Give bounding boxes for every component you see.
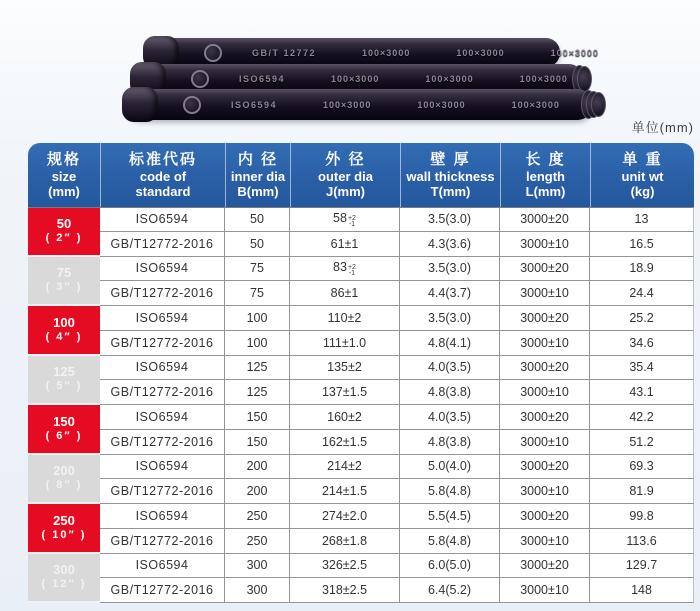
cell-inner-dia: 100	[225, 306, 290, 331]
cell-inner-dia: 100	[225, 331, 290, 356]
header-zh-label: 规格	[46, 151, 81, 168]
cell-code: ISO6594	[100, 356, 225, 381]
header-en-label: wall thickness	[406, 169, 495, 184]
table-row	[28, 306, 694, 331]
cell-size-group	[28, 405, 100, 455]
header-en-label: unit wt	[621, 169, 664, 184]
pipe-size-marking: 100×3000	[456, 47, 505, 58]
cell-length: 3000±20	[500, 356, 590, 381]
cell-size-group	[28, 356, 100, 406]
cell-inner-dia: 300	[225, 554, 290, 579]
cell-outer-dia: 326±2.5	[290, 554, 400, 579]
pipe-marking: GB/T 12772	[252, 47, 317, 58]
cell-wall-thickness: 4.8(3.8)	[400, 430, 500, 455]
table-row	[28, 356, 694, 381]
col-header-code-of-standard	[100, 143, 225, 207]
cell-wall-thickness: 4.8(3.8)	[400, 380, 500, 405]
cell-wall-thickness: 3.5(3.0)	[400, 306, 500, 331]
header-unit-label: T(mm)	[430, 184, 471, 199]
cell-size-group	[28, 504, 100, 554]
header-unit-label: B(mm)	[237, 184, 279, 199]
cell-outer-dia: 137±1.5	[290, 380, 400, 405]
size-inch-label: ( 12″ )	[41, 578, 87, 591]
pipe-1	[148, 38, 599, 67]
cell-wall-thickness: 5.0(4.0)	[400, 455, 500, 480]
header-zh-label: 单 重	[622, 151, 663, 168]
col-header-length	[500, 143, 590, 207]
cell-unit-weight: 99.8	[590, 504, 694, 529]
table-row	[28, 207, 694, 232]
pipe-3	[127, 89, 592, 120]
cell-outer-dia	[290, 207, 400, 232]
tolerance-lower: -1	[348, 220, 356, 228]
cell-length: 3000±10	[500, 430, 590, 455]
size-mm-label: 50	[56, 216, 72, 232]
pipe-end-ring	[591, 92, 606, 117]
header-zh-label: 标准代码	[128, 151, 197, 168]
cell-outer-dia: 274±2.0	[290, 504, 400, 529]
cell-length: 3000±20	[500, 257, 590, 282]
cell-unit-weight: 113.6	[590, 529, 694, 554]
header-unit-label: L(mm)	[525, 184, 566, 199]
cell-wall-thickness: 5.8(4.8)	[400, 529, 500, 554]
header-unit-label: (kg)	[630, 184, 655, 199]
header-unit-label: J(mm)	[325, 184, 365, 199]
cell-wall-thickness: 4.0(3.5)	[400, 405, 500, 430]
cell-inner-dia: 200	[225, 455, 290, 480]
header-en-label: outer dia	[318, 169, 373, 184]
pipe-size-marking: 100×3000	[323, 99, 372, 110]
cell-unit-weight: 13	[590, 207, 694, 232]
pipe-size-marking: 100×3000	[519, 74, 568, 84]
cell-length: 3000±20	[500, 207, 590, 232]
table-header	[28, 143, 694, 207]
cell-unit-weight: 129.7	[590, 554, 694, 579]
cell-size-group	[28, 554, 100, 604]
cell-outer-dia: 61±1	[290, 232, 400, 257]
table-row	[28, 281, 694, 306]
cell-size-group	[28, 257, 100, 307]
cell-outer-dia: 160±2	[290, 405, 400, 430]
cell-length: 3000±10	[500, 380, 590, 405]
cell-length: 3000±10	[500, 232, 590, 257]
pipe-size-marking: 100×3000	[417, 99, 466, 110]
cell-inner-dia: 125	[225, 380, 290, 405]
cell-length: 3000±20	[500, 306, 590, 331]
cell-code: ISO6594	[100, 306, 225, 331]
cell-wall-thickness: 3.5(3.0)	[400, 257, 500, 282]
cell-wall-thickness: 4.8(4.1)	[400, 331, 500, 356]
cell-code: ISO6594	[100, 257, 225, 282]
header-zh-label: 外 径	[325, 151, 366, 168]
unit-label: 单位(mm)	[631, 120, 694, 135]
cell-outer-dia: 268±1.8	[290, 529, 400, 554]
cell-size-group	[28, 207, 100, 257]
col-header-size	[28, 143, 100, 207]
col-header-wall-thickness	[400, 143, 500, 207]
cell-unit-weight: 148	[590, 578, 694, 603]
cell-wall-thickness: 5.8(4.8)	[400, 479, 500, 504]
cell-unit-weight: 18.9	[590, 257, 694, 282]
cell-size-group	[28, 306, 100, 356]
cell-wall-thickness: 4.0(3.5)	[400, 356, 500, 381]
header-zh-label: 壁 厚	[430, 151, 471, 168]
table-row	[28, 455, 694, 480]
cell-length: 3000±10	[500, 281, 590, 306]
size-mm-label: 125	[53, 364, 75, 380]
header-en-label: code of	[139, 169, 187, 184]
cell-outer-dia: 318±2.5	[290, 578, 400, 603]
pipe-size-marking: 100×3000	[425, 74, 474, 84]
cell-unit-weight: 25.2	[590, 306, 694, 331]
size-mm-label: 75	[56, 265, 72, 281]
cell-length: 3000±20	[500, 455, 590, 480]
header-en-label: inner dia	[230, 169, 286, 184]
tolerance-lower: -1	[348, 269, 356, 277]
cell-code: ISO6594	[100, 455, 225, 480]
size-mm-label: 300	[53, 562, 75, 578]
cell-inner-dia: 250	[225, 529, 290, 554]
cell-wall-thickness: 5.5(4.5)	[400, 504, 500, 529]
cell-outer-dia	[290, 257, 400, 282]
cell-code: ISO6594	[100, 207, 225, 232]
cell-length: 3000±10	[500, 479, 590, 504]
table-row	[28, 232, 694, 257]
cell-wall-thickness: 4.4(3.7)	[400, 281, 500, 306]
table-row	[28, 529, 694, 554]
cell-length: 3000±20	[500, 554, 590, 579]
outer-dia-value: 58	[333, 210, 347, 225]
pipe-size-marking: 100×3000	[511, 99, 560, 110]
cell-inner-dia: 50	[225, 232, 290, 257]
cell-code: GB/T12772-2016	[100, 281, 225, 306]
size-mm-label: 250	[53, 512, 75, 528]
cell-code: GB/T12772-2016	[100, 529, 225, 554]
cell-length: 3000±20	[500, 504, 590, 529]
size-inch-label: ( 8″ )	[45, 479, 83, 492]
cell-inner-dia: 150	[225, 430, 290, 455]
cell-length: 3000±20	[500, 405, 590, 430]
table-row	[28, 430, 694, 455]
brand-emblem-icon	[191, 70, 209, 88]
size-inch-label: ( 4″ )	[45, 330, 83, 343]
cell-code: GB/T12772-2016	[100, 479, 225, 504]
pipe-size-marking: 100×3000	[362, 47, 411, 58]
cell-unit-weight: 35.4	[590, 356, 694, 381]
pipe-marking: ISO6594	[231, 99, 278, 110]
cell-outer-dia: 111±1.0	[290, 331, 400, 356]
cell-wall-thickness: 6.4(5.2)	[400, 578, 500, 603]
cell-code: ISO6594	[100, 504, 225, 529]
cell-outer-dia: 135±2	[290, 356, 400, 381]
cell-length: 3000±10	[500, 578, 590, 603]
tolerance-upper: +2	[347, 263, 356, 271]
size-inch-label: ( 10″ )	[41, 528, 87, 541]
header-unit-label: standard	[135, 184, 191, 199]
cell-outer-dia: 110±2	[290, 306, 400, 331]
cell-code: GB/T12772-2016	[100, 380, 225, 405]
cell-code: ISO6594	[100, 554, 225, 579]
cell-outer-dia: 214±1.5	[290, 479, 400, 504]
size-inch-label: ( 2″ )	[45, 232, 83, 245]
cell-unit-weight: 43.1	[590, 380, 694, 405]
table-row	[28, 578, 694, 603]
cell-unit-weight: 24.4	[590, 281, 694, 306]
cell-outer-dia: 214±2	[290, 455, 400, 480]
cell-code: ISO6594	[100, 405, 225, 430]
col-header-inner-dia	[225, 143, 290, 207]
header-zh-label: 内 径	[237, 151, 279, 168]
cell-outer-dia: 86±1	[290, 281, 400, 306]
cell-inner-dia: 75	[225, 281, 290, 306]
size-mm-label: 150	[53, 413, 75, 429]
cell-inner-dia: 150	[225, 405, 290, 430]
table-row	[28, 504, 694, 529]
header-en-label: size	[51, 169, 77, 184]
cell-wall-thickness: 4.3(3.6)	[400, 232, 500, 257]
spec-table	[28, 143, 694, 603]
pipe-size-marking: 100×3000	[331, 74, 380, 84]
pipe-size-marking: 100×3000	[550, 47, 599, 58]
col-header-unit-weight	[590, 143, 694, 207]
cell-inner-dia: 250	[225, 504, 290, 529]
cell-outer-dia: 162±1.5	[290, 430, 400, 455]
brand-emblem-icon	[204, 44, 222, 62]
cell-code: GB/T12772-2016	[100, 232, 225, 257]
cell-code: GB/T12772-2016	[100, 578, 225, 603]
size-mm-label: 200	[53, 463, 75, 479]
cell-wall-thickness: 6.0(5.0)	[400, 554, 500, 579]
brand-emblem-icon	[183, 96, 201, 114]
tolerance-stack	[348, 265, 356, 277]
cell-unit-weight: 81.9	[590, 479, 694, 504]
tolerance-stack	[348, 216, 356, 228]
table-row	[28, 257, 694, 282]
cell-unit-weight: 69.3	[590, 455, 694, 480]
cell-code: GB/T12772-2016	[100, 430, 225, 455]
pipe-marking: ISO6594	[239, 74, 286, 84]
header-unit-label: (mm)	[48, 184, 80, 199]
table-row	[28, 331, 694, 356]
cell-inner-dia: 50	[225, 207, 290, 232]
cell-size-group	[28, 455, 100, 505]
cell-length: 3000±10	[500, 331, 590, 356]
size-inch-label: ( 6″ )	[45, 429, 83, 442]
cell-inner-dia: 125	[225, 356, 290, 381]
size-inch-label: ( 3″ )	[45, 281, 83, 294]
cell-inner-dia: 300	[225, 578, 290, 603]
table-row	[28, 380, 694, 405]
header-en-label: length	[526, 169, 565, 184]
cell-unit-weight: 16.5	[590, 232, 694, 257]
table-row	[28, 405, 694, 430]
cell-unit-weight: 42.2	[590, 405, 694, 430]
cell-code: GB/T12772-2016	[100, 331, 225, 356]
col-header-outer-dia	[290, 143, 400, 207]
size-mm-label: 100	[53, 314, 75, 330]
table-row	[28, 479, 694, 504]
cell-inner-dia: 200	[225, 479, 290, 504]
cell-inner-dia: 75	[225, 257, 290, 282]
size-inch-label: ( 5″ )	[45, 380, 83, 393]
outer-dia-value: 83	[333, 259, 347, 274]
header-zh-label: 长 度	[525, 151, 566, 168]
cell-length: 3000±10	[500, 529, 590, 554]
cell-unit-weight: 34.6	[590, 331, 694, 356]
cell-wall-thickness: 3.5(3.0)	[400, 207, 500, 232]
tolerance-upper: +2	[347, 214, 356, 222]
cell-unit-weight: 51.2	[590, 430, 694, 455]
table-row	[28, 554, 694, 579]
